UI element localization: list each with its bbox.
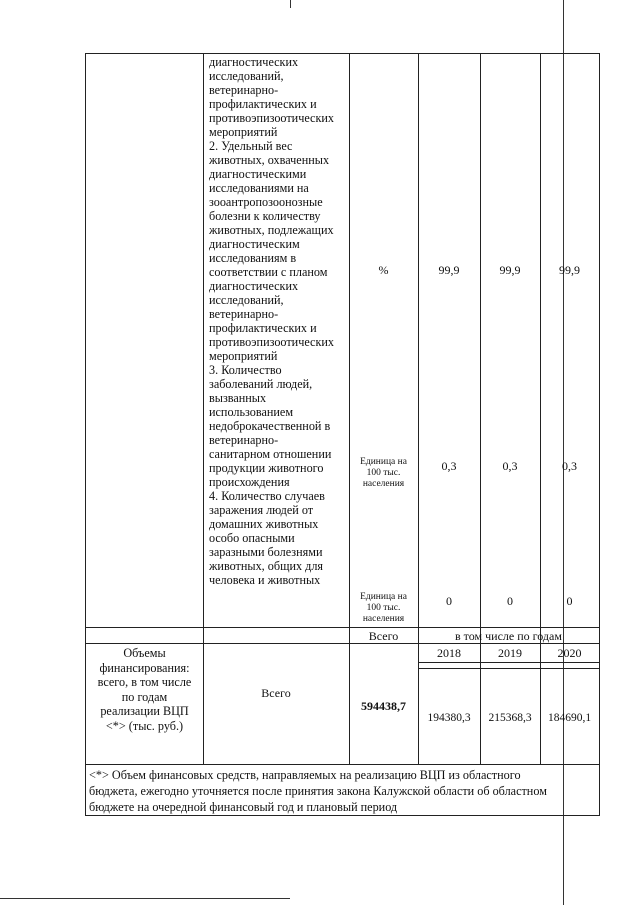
finance-source: Всего — [261, 686, 291, 700]
amount-2018: 194380,3 — [427, 712, 471, 724]
finance-label: Объемы финансирования: всего, в том числе по годам реализации ВЦП <*> (тыс. руб.) — [97, 646, 192, 733]
year-2019: 2019 — [498, 646, 522, 660]
scan-artifact-mark — [290, 0, 291, 8]
year-2020: 2020 — [557, 646, 582, 660]
finance-total: 594438,7 — [361, 699, 406, 713]
year-2018: 2018 — [437, 646, 461, 660]
finance-total-header: Всего — [368, 629, 399, 643]
row2-value-2019: 99,9 — [499, 263, 521, 277]
footnote: <*> Объем финансовых средств, направляемых на реализацию ВЦП из областного бюджета, ежегодно уточняется после принятия закона Калужской области об областном бюджете на очередной финансовый год и плановый период — [89, 768, 547, 814]
row3-unit: Единица на 100 тыс. населения — [360, 457, 407, 489]
amount-2020: 184690,1 — [547, 712, 592, 724]
finance-years-header: в том числе по годам — [455, 629, 562, 643]
row4-value-2018: 0 — [446, 594, 452, 608]
row2-value-2020: 99,9 — [559, 263, 580, 277]
row2-value-2018: 99,9 — [438, 263, 460, 277]
row4-value-2020: 0 — [566, 594, 573, 608]
indicators-description: диагностических исследований, ветеринарно- профилактических и противоэпизоотических мероприятий 2. Удельный вес животных, охваченных диагностическими исследованиями на зооантропозоонозные болезни к количеству животных, подлежащих диагностическим исследованиям в соответствии с планом диагностических исследований, ветеринарно- профилактических и противоэпизоотических мероприятий 3. Количество заболеваний людей, вызванных использованием недоброкачественной в ветеринарно- санитарном отношении продукции животного происхождения 4. Количество случаев заражения людей от домашних животных особо опасными заразными болезнями животных, общих для человека и животных — [209, 55, 334, 587]
row3-value-2019: 0,3 — [502, 459, 518, 473]
row4-unit: Единица на 100 тыс. населения — [360, 592, 407, 624]
row4-value-2019: 0 — [507, 594, 513, 608]
row3-value-2020: 0,3 — [562, 459, 577, 473]
amount-2019: 215368,3 — [488, 712, 532, 724]
scan-artifact-bottom — [0, 898, 290, 899]
row3-value-2018: 0,3 — [441, 459, 457, 473]
row2-unit: % — [378, 263, 389, 277]
